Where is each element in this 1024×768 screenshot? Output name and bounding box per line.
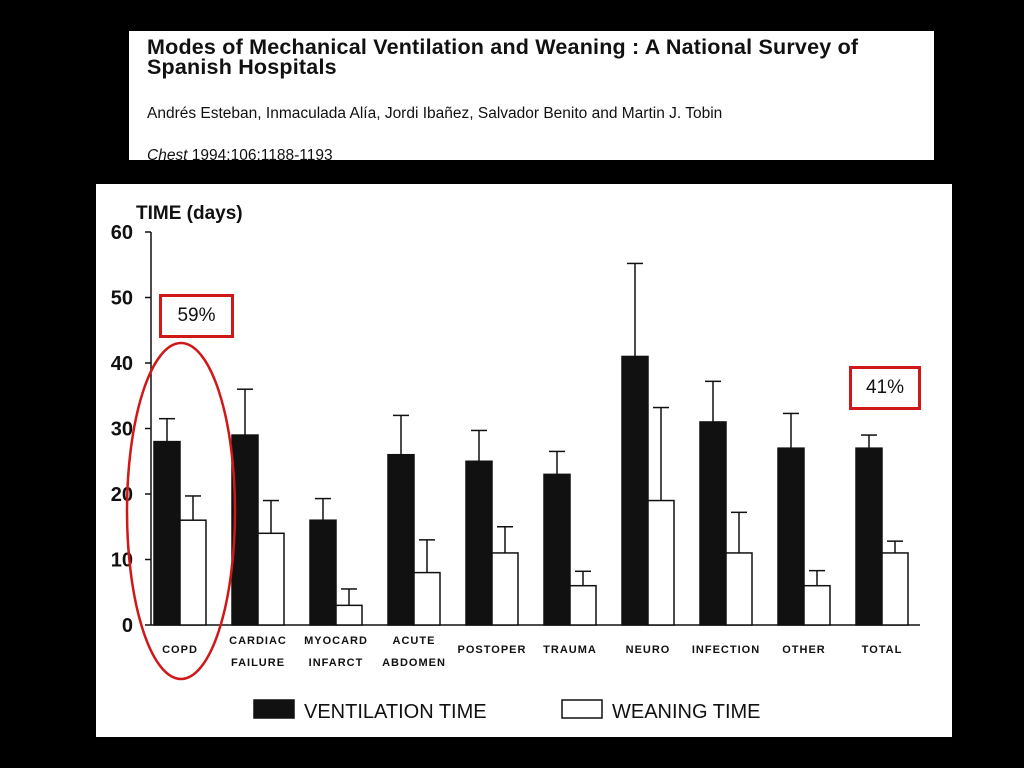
journal-reference bbox=[147, 147, 333, 160]
x-tick-label: POSTOPER bbox=[457, 644, 527, 656]
x-tick-label: ACUTE bbox=[392, 635, 436, 647]
legend bbox=[254, 700, 761, 723]
journal-volume-pages: 1994:106:1188-1193 bbox=[187, 147, 333, 160]
bars bbox=[154, 263, 908, 625]
bar bbox=[882, 553, 908, 625]
bar bbox=[804, 586, 830, 625]
paper-authors: Andrés Esteban, Inmaculada Alía, Jordi Ibañez, Salvador Benito and Martin J. Tobin bbox=[147, 105, 723, 122]
legend-swatch bbox=[562, 700, 602, 718]
bar bbox=[648, 501, 674, 625]
x-tick-label: TRAUMA bbox=[543, 644, 597, 656]
paper-title: Modes of Mechanical Ventilation and Weaning : A National Survey of Spanish Hospitals bbox=[147, 35, 859, 79]
y-tick-label: 30 bbox=[110, 418, 133, 441]
x-tick-label: COPD bbox=[162, 644, 198, 656]
bar bbox=[154, 442, 180, 625]
y-tick-label: 20 bbox=[110, 484, 133, 506]
x-tick-label: NEURO bbox=[625, 644, 671, 656]
legend-label: VENTILATION TIME bbox=[304, 701, 487, 723]
copd-highlight-ellipse bbox=[127, 343, 235, 679]
bar bbox=[700, 422, 726, 625]
citation-header bbox=[129, 31, 934, 160]
bar bbox=[726, 553, 752, 625]
legend-label: WEANING TIME bbox=[612, 701, 761, 723]
bar bbox=[466, 461, 492, 625]
bar bbox=[180, 520, 206, 625]
chart-panel bbox=[96, 184, 952, 737]
x-tick-label: INFECTION bbox=[691, 644, 761, 656]
y-tick-label: 0 bbox=[121, 615, 133, 637]
x-tick-labels bbox=[162, 635, 902, 669]
y-axis-title: TIME (days) bbox=[136, 203, 243, 224]
bar bbox=[310, 520, 336, 625]
bar bbox=[856, 448, 882, 625]
bar-chart bbox=[96, 184, 952, 737]
x-tick-label: ABDOMEN bbox=[382, 657, 446, 669]
bar bbox=[492, 553, 518, 625]
total-percent-callout: 41% bbox=[849, 366, 921, 410]
bar bbox=[336, 605, 362, 625]
bar bbox=[414, 573, 440, 625]
bar bbox=[388, 455, 414, 625]
journal-name: Chest bbox=[147, 147, 188, 160]
y-tick-label: 50 bbox=[110, 287, 133, 310]
bar bbox=[258, 533, 284, 625]
x-tick-label: FAILURE bbox=[230, 657, 286, 669]
x-tick-label: MYOCARD bbox=[304, 635, 368, 647]
y-tick-label: 40 bbox=[110, 353, 133, 375]
y-tick-label: 10 bbox=[110, 549, 133, 572]
y-tick-label: 60 bbox=[110, 222, 133, 244]
bar bbox=[622, 356, 648, 625]
x-tick-label: OTHER bbox=[782, 644, 826, 656]
bar bbox=[570, 586, 596, 625]
bar bbox=[778, 448, 804, 625]
bar bbox=[544, 474, 570, 625]
copd-percent-callout: 59% bbox=[159, 294, 234, 338]
x-tick-label: TOTAL bbox=[861, 644, 903, 656]
x-tick-label: INFARCT bbox=[308, 657, 364, 669]
x-tick-label: CARDIAC bbox=[229, 635, 287, 647]
legend-swatch bbox=[254, 700, 294, 718]
